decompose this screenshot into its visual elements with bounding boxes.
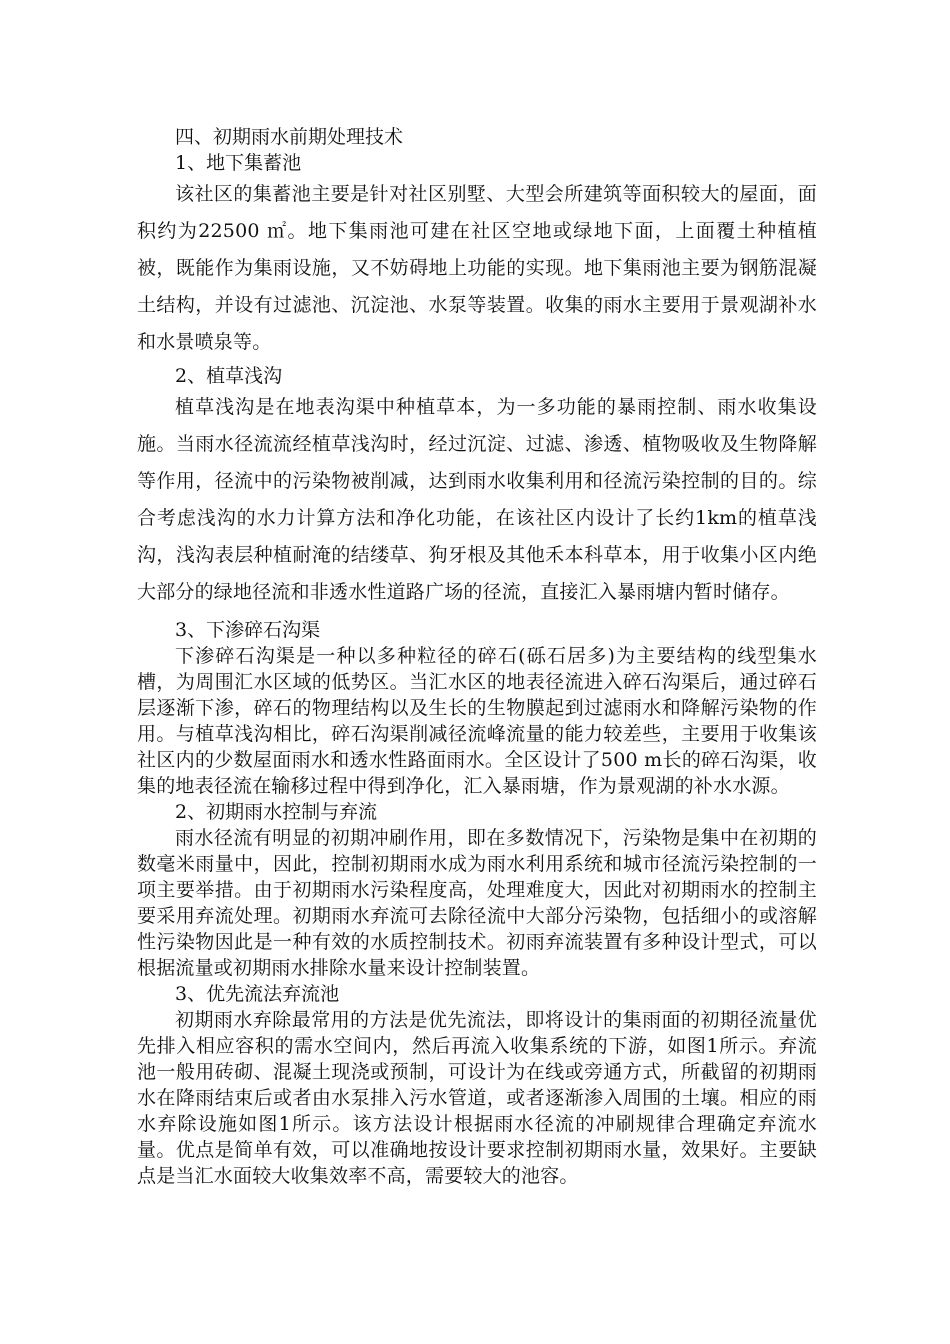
section-title-underground-tank: 1、地下集蓄池 — [175, 152, 302, 174]
paragraph-first-flush-control: 雨水径流有明显的初期冲刷作用，即在多数情况下，污染物是集中在初期的数毫米雨量中，因此，控制初期雨水成为雨水利用系统和城市径流污染控制的一项主要举措。由于初期雨水污染程度高，处理难度大，因此对初期雨水的控制主要采用弃流处理。初期雨水弃流可去除径流中大部分污染物，包括细小的或溶解性污染物因此是一种有效的水质控制技术。初雨弃流装置有多种设计型式，可以根据流量或初期雨水排除水量来设计控制装置。 — [137, 827, 817, 979]
paragraph-underground-tank: 该社区的集蓄池主要是针对社区别墅、大型会所建筑等面积较大的屋面，面积约为22500 ㎡。地下集雨池可建在社区空地或绿地下面，上面覆土种植植被，既能作为集雨设施，又不妨碍地上功能的实现。地下集雨池主要为钢筋混凝土结构，并设有过滤池、沉淀池、水泵等装置。收集的雨水主要用于景观湖补水和水景喷泉等。 — [137, 183, 817, 353]
section-title-main: 四、初期雨水前期处理技术 — [175, 126, 404, 148]
paragraph-grass-swale: 植草浅沟是在地表沟渠中种植草本，为一多功能的暴雨控制、雨水收集设施。当雨水径流流经植草浅沟时，经过沉淀、过滤、渗透、植物吸收及生物降解等作用，径流中的污染物被削减，达到雨水收集利用和径流污染控制的目的。综合考虑浅沟的水力计算方法和净化功能，在该社区内设计了长约1km的植草浅沟，浅沟表层种植耐淹的结缕草、狗牙根及其他禾本科草本，用于收集小区内绝大部分的绿地径流和非透水性道路广场的径流，直接汇入暴雨塘内暂时储存。 — [137, 396, 817, 603]
section-title-first-flush-control: 2、初期雨水控制与弃流 — [175, 801, 378, 823]
section-title-gravel-trench: 3、下渗碎石沟渠 — [175, 619, 321, 641]
section-title-diversion-tank: 3、优先流法弃流池 — [175, 983, 340, 1005]
paragraph-diversion-tank: 初期雨水弃除最常用的方法是优先流法，即将设计的集雨面的初期径流量优先排入相应容积的需水空间内，然后再流入收集系统的下游，如图1所示。弃流池一般用砖砌、混凝土现浇或预制，可设计为在线或旁通方式，所截留的初期雨水在降雨结束后或者由水泵排入污水管道，或者逐渐渗入周围的土壤。相应的雨水弃除设施如图1所示。该方法设计根据雨水径流的冲刷规律合理确定弃流水量。优点是简单有效，可以准确地按设计要求控制初期雨水量，效果好。主要缺点是当汇水面较大收集效率不高，需要较大的池容。 — [137, 1009, 817, 1187]
document-body — [137, 124, 817, 1189]
paragraph-gravel-trench: 下渗碎石沟渠是一种以多种粒径的碎石(砾石居多)为主要结构的线型集水槽，为周围汇水区域的低势区。当汇水区的地表径流进入碎石沟渠后，通过碎石层逐渐下渗，碎石的物理结构以及生长的生物膜起到过滤雨水和降解污染物的作用。与植草浅沟相比，碎石沟渠削减径流峰流量的能力较差些，主要用于收集该社区内的少数屋面雨水和透水性路面雨水。全区设计了500 m长的碎石沟渠，收集的地表径流在输移过程中得到净化，汇入暴雨塘，作为景观湖的补水水源。 — [137, 645, 817, 797]
section-title-grass-swale: 2、植草浅沟 — [175, 365, 283, 387]
